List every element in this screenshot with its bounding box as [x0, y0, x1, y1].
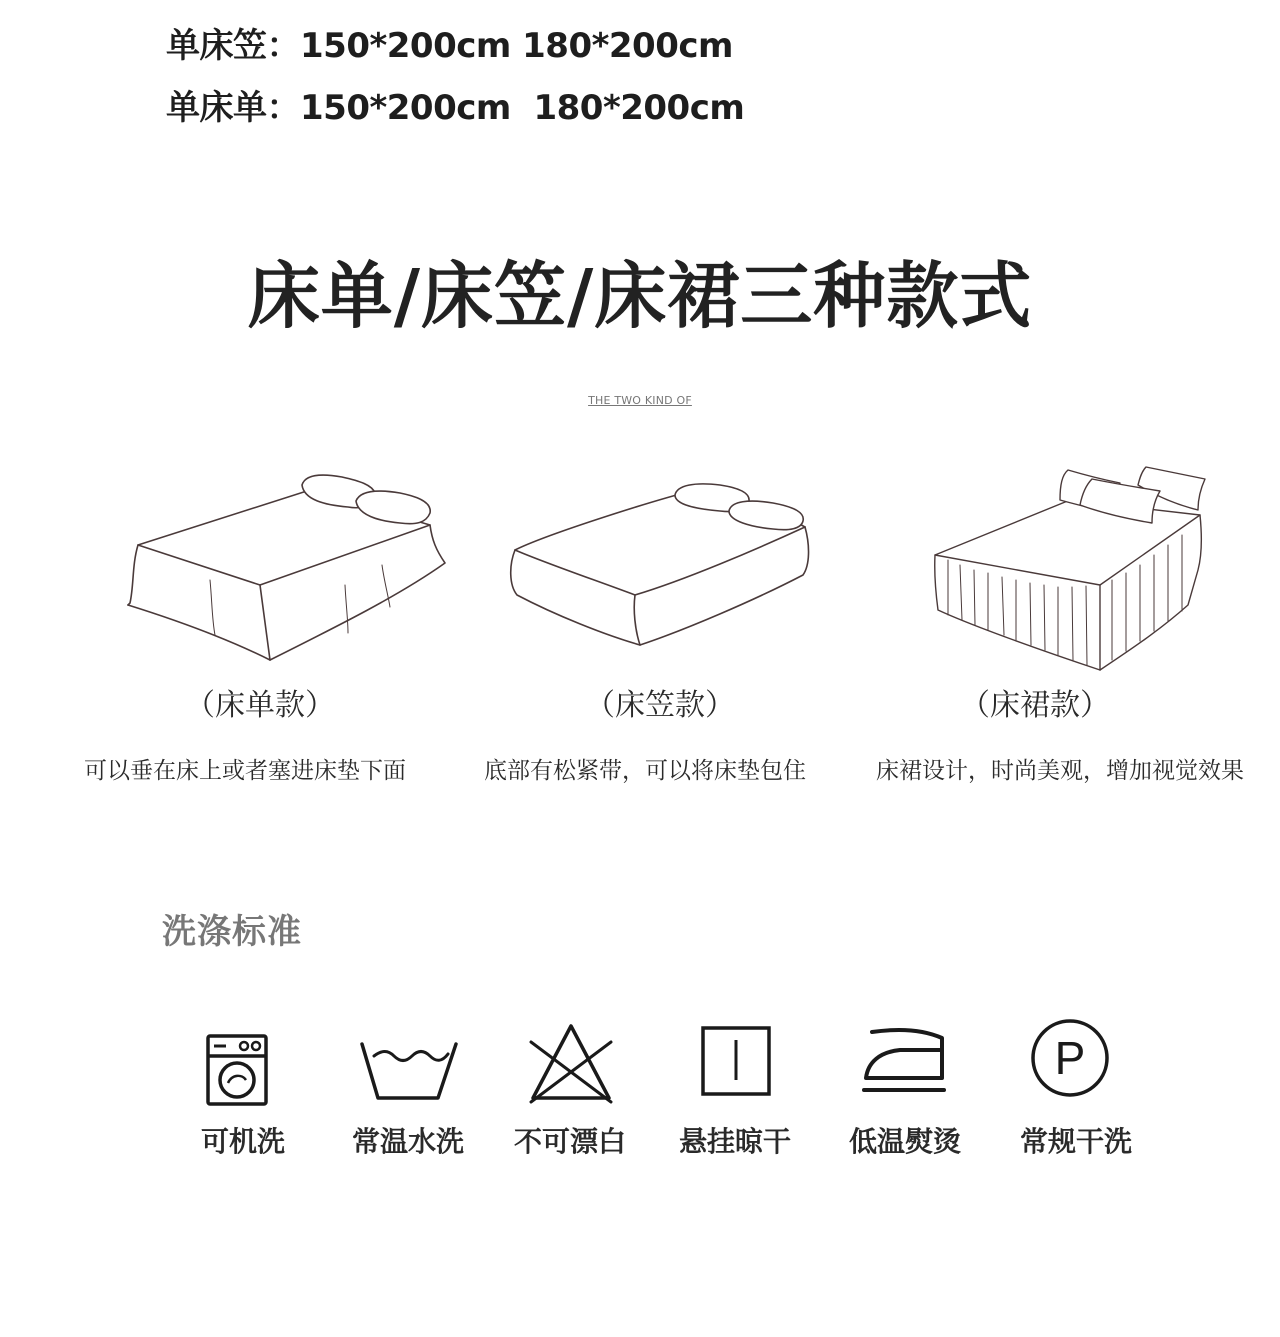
dry-clean-label: 常规干洗 [1019, 1125, 1132, 1158]
bed-skirt-style-description: 床裙设计，时尚美观，增加视觉效果 [876, 758, 1244, 784]
fitted-sheet-bed-icon [505, 455, 815, 655]
page-title: 床单/床笠/床裙三种款式 [247, 254, 1033, 338]
wash-tub-icon [360, 1018, 460, 1108]
low-temp-iron-label: 低温熨烫 [848, 1125, 961, 1158]
hang-dry-label: 悬挂晾干 [678, 1125, 791, 1158]
fitted-sheet-style-label: （床笠款） [585, 688, 735, 723]
no-bleach-label: 不可漂白 [513, 1125, 626, 1158]
flat-sheet-style-label: （床单款） [185, 688, 335, 723]
flat-sheet-size-spec: 单床单：150*200cm 180*200cm [166, 88, 745, 128]
machine-washable-label: 可机洗 [200, 1125, 285, 1158]
fitted-sheet-size-spec: 单床笠：150*200cm 180*200cm [166, 26, 733, 66]
flat-sheet-bed-icon [120, 455, 450, 670]
dry-clean-icon [1028, 1018, 1112, 1108]
wash-standard-title: 洗涤标准 [162, 912, 302, 952]
no-bleach-icon [525, 1018, 617, 1108]
washing-machine-icon [200, 1018, 274, 1108]
fitted-sheet-style-description: 底部有松紧带，可以将床垫包住 [484, 758, 806, 784]
bed-skirt-style-label: （床裙款） [960, 688, 1110, 723]
hang-dry-icon [700, 1018, 774, 1108]
bed-skirt-icon [930, 455, 1210, 680]
low-iron-icon [860, 1018, 950, 1108]
flat-sheet-style-description: 可以垂在床上或者塞进床垫下面 [84, 758, 406, 784]
normal-temp-wash-label: 常温水洗 [351, 1125, 464, 1158]
page-subtitle: THE TWO KIND OF [588, 394, 692, 407]
dry-clean-letter: P [1054, 1032, 1086, 1084]
